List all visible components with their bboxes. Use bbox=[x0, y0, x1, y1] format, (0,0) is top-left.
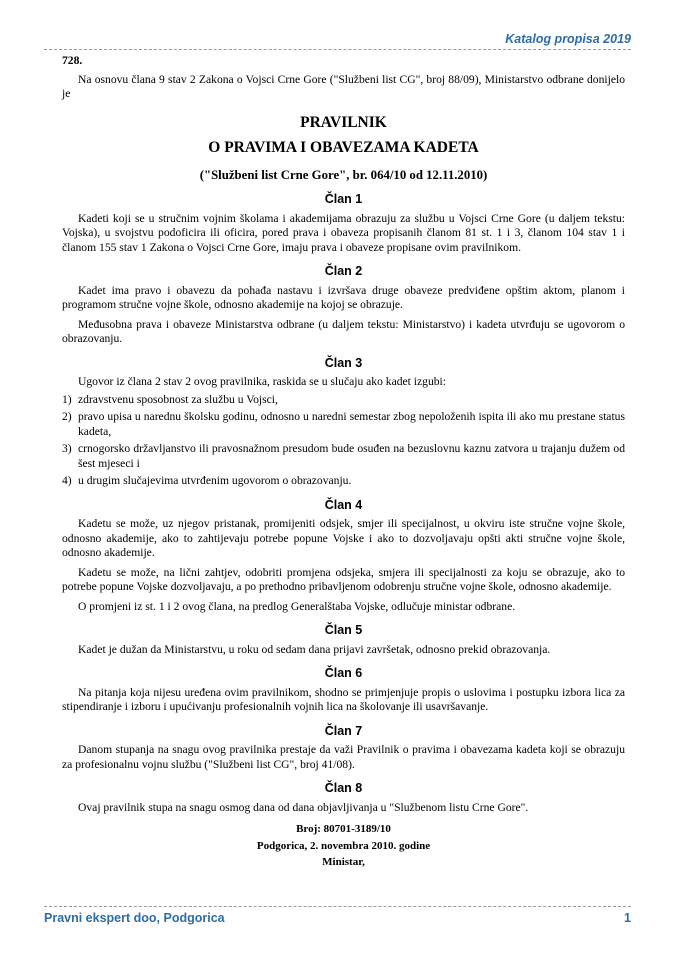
list-item-text: pravo upisa u narednu školsku godinu, odnosno u naredni semestar zbog nepoloženih ispita ili ako mu prestane status kadeta, bbox=[78, 410, 625, 438]
list-item-number: 2) bbox=[62, 410, 72, 423]
article-heading: Član 1 bbox=[324, 192, 363, 206]
page-footer bbox=[44, 911, 631, 925]
article-paragraph: Kadetu se može, na lični zahtjev, odobriti promjena odsjeka, smjera ili specijalnosti za koju se obrazuje, ako to potrebe popune Vojske dozvoljavaju, a po prethodno pribavljenom odobrenju stručne vojne škole, odnosno akademije. bbox=[62, 565, 625, 593]
catalog-header: Katalog propisa 2019 bbox=[505, 32, 631, 46]
document-body bbox=[62, 54, 625, 871]
article-heading: Član 8 bbox=[324, 781, 363, 795]
article-paragraph: Međusobna prava i obaveze Ministarstva odbrane (u daljem tekstu: Ministarstvo) i kadeta utvrđuju se ugovorom o obrazovanju. bbox=[62, 317, 625, 345]
list-item-number: 3) bbox=[62, 442, 72, 455]
article-paragraph: Kadeti koji se u stručnim vojnim školama i akademijama obrazuju za službu u Vojsci Crne Gore (u daljem tekstu: Vojska), u svojstvu podoficira ili oficira, pored prava i obaveza propisanih članom 81 st. 1 i 3, članom 104 stav 1 i članom 155 stav 1 Zakona o Vojsci Crne Gore, imaju prava i obaveze propisane ovim pravilnikom. bbox=[62, 211, 625, 254]
article-paragraph: O promjeni iz st. 1 i 2 ovog člana, na predlog Generalštaba Vojske, odlučuje ministar odbrane. bbox=[78, 599, 516, 613]
gazette-reference: ("Službeni list Crne Gore", br. 064/10 od 12.11.2010) bbox=[199, 167, 488, 182]
list-item bbox=[62, 442, 625, 471]
list-item-text: zdravstvenu sposobnost za službu u Vojsci, bbox=[78, 392, 278, 406]
article-heading: Član 3 bbox=[324, 355, 363, 370]
preamble: Na osnovu člana 9 stav 2 Zakona o Vojsci Crne Gore ("Službeni list CG", broj 88/09), Ministarstvo odbrane donijelo je bbox=[62, 72, 625, 100]
list-item bbox=[62, 410, 625, 439]
list-item-text: u drugim slučajevima utvrđenim ugovorom o obrazovanju. bbox=[78, 474, 352, 487]
article-paragraph: Kadet ima pravo i obavezu da pohađa nastavu i izvršava druge obaveze predviđene opštim aktom, planom i programom stručne vojne škole, odnosno akademije na kojoj se obrazuje. bbox=[62, 283, 625, 311]
article-heading: Član 6 bbox=[324, 666, 363, 680]
signatory-role: Ministar, bbox=[322, 856, 365, 868]
list-item-text: crnogorsko državljanstvo ili pravosnažnom presudom bude osuđen na bezuslovnu kaznu zatvora u trajanju dužem od šest mjeseci i bbox=[78, 442, 625, 470]
article-heading: Član 5 bbox=[324, 623, 363, 637]
regulation-number: 728. bbox=[62, 54, 83, 67]
list-item-number: 1) bbox=[62, 392, 72, 406]
article-heading: Član 2 bbox=[324, 264, 363, 278]
article-paragraph: Danom stupanja na snagu ovog pravilnika prestaje da važi Pravilnik o pravima i obavezama kadeta koji se obrazuju za profesionalnu vojnu službu ("Službeni list CG", broj 41/08). bbox=[62, 743, 625, 771]
article-paragraph: Kadetu se može, uz njegov pristanak, promijeniti odsjek, smjer ili specijalnost, u okviru iste stručne vojne škole, odnosno akademije, ako to zahtijevaju potrebe popune Vojske i ako to dozvoljavaju opšti akti stručne vojne škole, odnosno akademije. bbox=[62, 517, 625, 559]
footer-divider bbox=[44, 906, 631, 907]
list-item bbox=[62, 474, 625, 489]
article-heading: Član 4 bbox=[324, 497, 363, 512]
document-title: PRAVILNIK bbox=[300, 113, 387, 131]
signature-block bbox=[62, 821, 625, 871]
list-item-number: 4) bbox=[62, 474, 72, 487]
article-paragraph: Ovaj pravilnik stupa na snagu osmog dana od dana objavljivanja u "Službenom listu Crne Gore". bbox=[78, 800, 529, 814]
article-paragraph: Na pitanja koja nijesu uređena ovim pravilnikom, shodno se primjenjuje propis o uslovima i postupku izbora lica za stipendiranje i izboru i upućivanju profesionalnih vojnih lica na školovanje ili usavršavanje. bbox=[62, 685, 625, 713]
page-number: 1 bbox=[624, 911, 631, 925]
document-subtitle: O PRAVIMA I OBAVEZAMA KADETA bbox=[208, 139, 479, 156]
article-paragraph: Kadet je dužan da Ministarstvu, u roku od sedam dana prijavi završetak, odnosno prekid obrazovanja. bbox=[78, 642, 551, 656]
article-heading: Član 7 bbox=[324, 723, 363, 738]
publisher-name: Pravni ekspert doo, Podgorica bbox=[44, 911, 225, 925]
article-intro: Ugovor iz člana 2 stav 2 ovog pravilnika, raskida se u slučaju ako kadet izgubi: bbox=[78, 375, 446, 388]
document-number: Broj: 80701-3189/10 bbox=[296, 823, 391, 835]
place-and-date: Podgorica, 2. novembra 2010. godine bbox=[256, 839, 431, 852]
list-item bbox=[62, 393, 625, 408]
header-divider bbox=[44, 49, 631, 50]
